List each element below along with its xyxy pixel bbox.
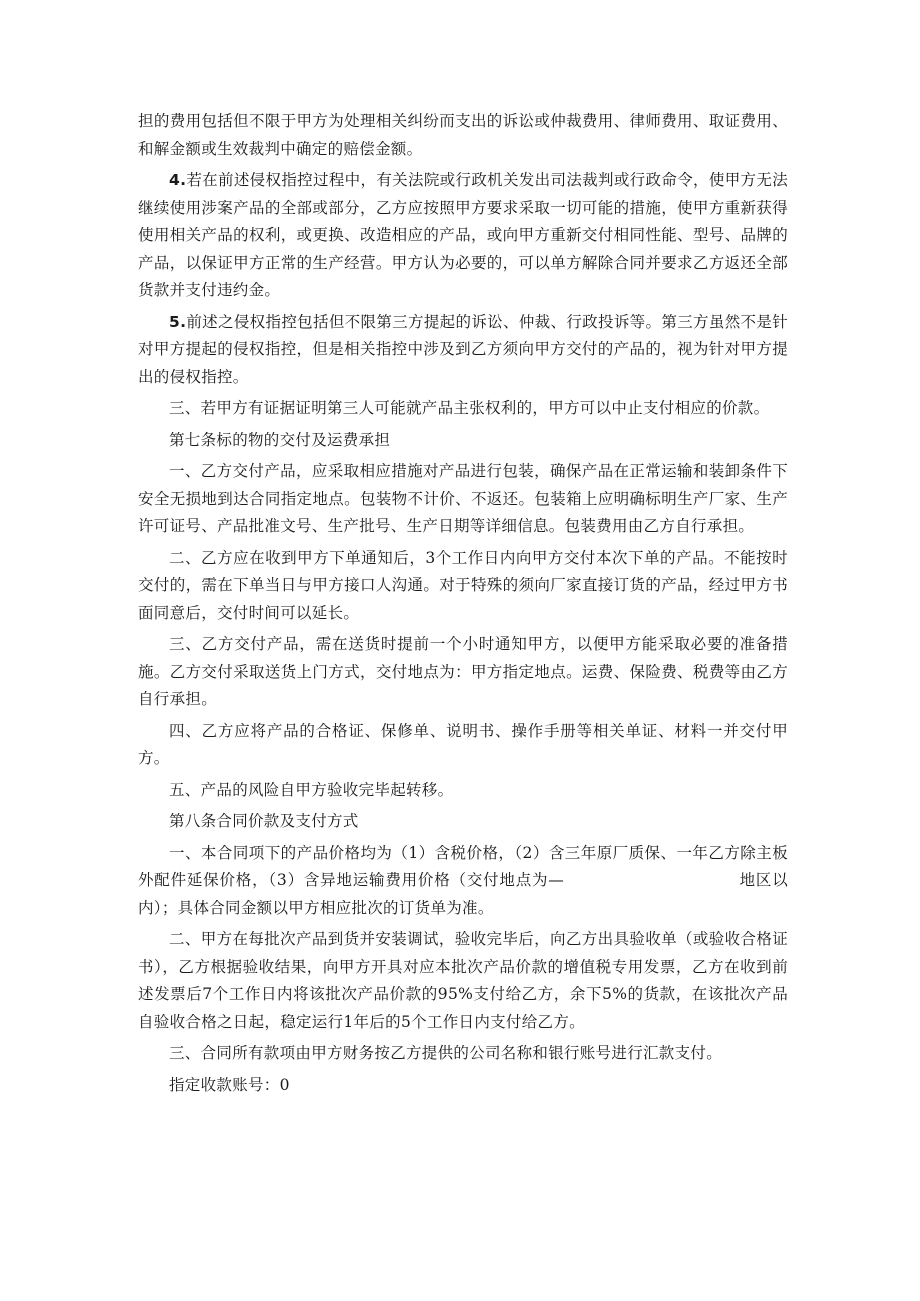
clause-third-party-claim: 三、若甲方有证据证明第三人可能就产品主张权利的，甲方可以中止支付相应的价款。: [169, 399, 770, 417]
clause-5: [138, 309, 788, 392]
article-8-item-2: 二、甲方在每批次产品到货并安装调试，验收完毕后，向乙方出具验收单（或验收合格证书），乙方根据验收结果，向甲方开具对应本批次产品价款的增值税专用发票，乙方在收到前述发票后7个工作日内将该批次产品价款的95%支付给乙方，余下5%的货款，在该批次产品自验收合格之日起，稳定运行1年后的5个工作日内支付给乙方。: [138, 930, 788, 1031]
article-7-item-3: 三、乙方交付产品，需在送货时提前一个小时通知甲方，以便甲方能采取必要的准备措施。乙方交付采取送货上门方式，交付地点为：甲方指定地点。运费、保险费、税费等由乙方自行承担。: [138, 635, 788, 708]
clause-4: [138, 167, 788, 305]
document-page: [138, 108, 788, 1099]
article-7-item-4: 四、乙方应将产品的合格证、保修单、说明书、操作手册等相关单证、材料一并交付甲方。: [138, 721, 788, 767]
article-8-item-1: 一、本合同项下的产品价格均为（1）含税价格，（2）含三年原厂质保、一年乙方除主板外配件延保价格，（3）含异地运输费用价格（交付地点为— 地区以内）；具体合同金额以甲方相应批次的订货单为准。: [138, 843, 788, 917]
article-8-item-3: 三、合同所有款项由甲方财务按乙方提供的公司名称和银行账号进行汇款支付。: [169, 1044, 723, 1062]
article-7-item-5: 五、产品的风险自甲方验收完毕起转移。: [169, 780, 454, 799]
article-8-title: 第八条合同价款及支付方式: [169, 812, 359, 830]
article-7-title: 第七条标的物的交付及运费承担: [169, 430, 391, 449]
clause-4-text: 若在前述侵权指控过程中，有关法院或行政机关发出司法裁判或行政命令，使甲方无法继续使用涉案产品的全部或部分，乙方应按照甲方要求采取一切可能的措施，使甲方重新获得使用相关产品的权利，或更换、改造相应的产品，或向甲方重新交付相同性能、型号、品牌的产品，以保证甲方正常的生产经营。甲方认为必要的，可以单方解除合同并要求乙方返还全部货款并支付违约金。: [138, 171, 788, 299]
article-7-item-1: 一、乙方交付产品，应采取相应措施对产品进行包装，确保产品在正常运输和装卸条件下安全无损地到达合同指定地点。包装物不计价、不返还。包装箱上应明确标明生产厂家、生产许可证号、产品批准文号、生产批号、生产日期等详细信息。包装费用由乙方自行承担。: [138, 462, 788, 535]
clause-5-text: 前述之侵权指控包括但不限第三方提起的诉讼、仲裁、行政投诉等。第三方虽然不是针对甲方提起的侵权指控，但是相关指控中涉及到乙方须向甲方交付的产品的，视为针对甲方提出的侵权指控。: [138, 312, 788, 386]
paragraph-liability-costs: 担的费用包括但不限于甲方为处理相关纠纷而支出的诉讼或仲裁费用、律师费用、取证费用、和解金额或生效裁判中确定的赔偿金额。: [138, 112, 788, 158]
clause-5-number: 5.: [169, 312, 187, 331]
clause-4-number: 4.: [169, 171, 187, 189]
designated-account: 指定收款账号：0: [169, 1075, 290, 1094]
article-7-item-2: 二、乙方应在收到甲方下单通知后，3个工作日内向甲方交付本次下单的产品。不能按时交付的，需在下单当日与甲方接口人沟通。对于特殊的须向厂家直接订货的产品，经过甲方书面同意后，交付时间可以延长。: [138, 548, 788, 622]
